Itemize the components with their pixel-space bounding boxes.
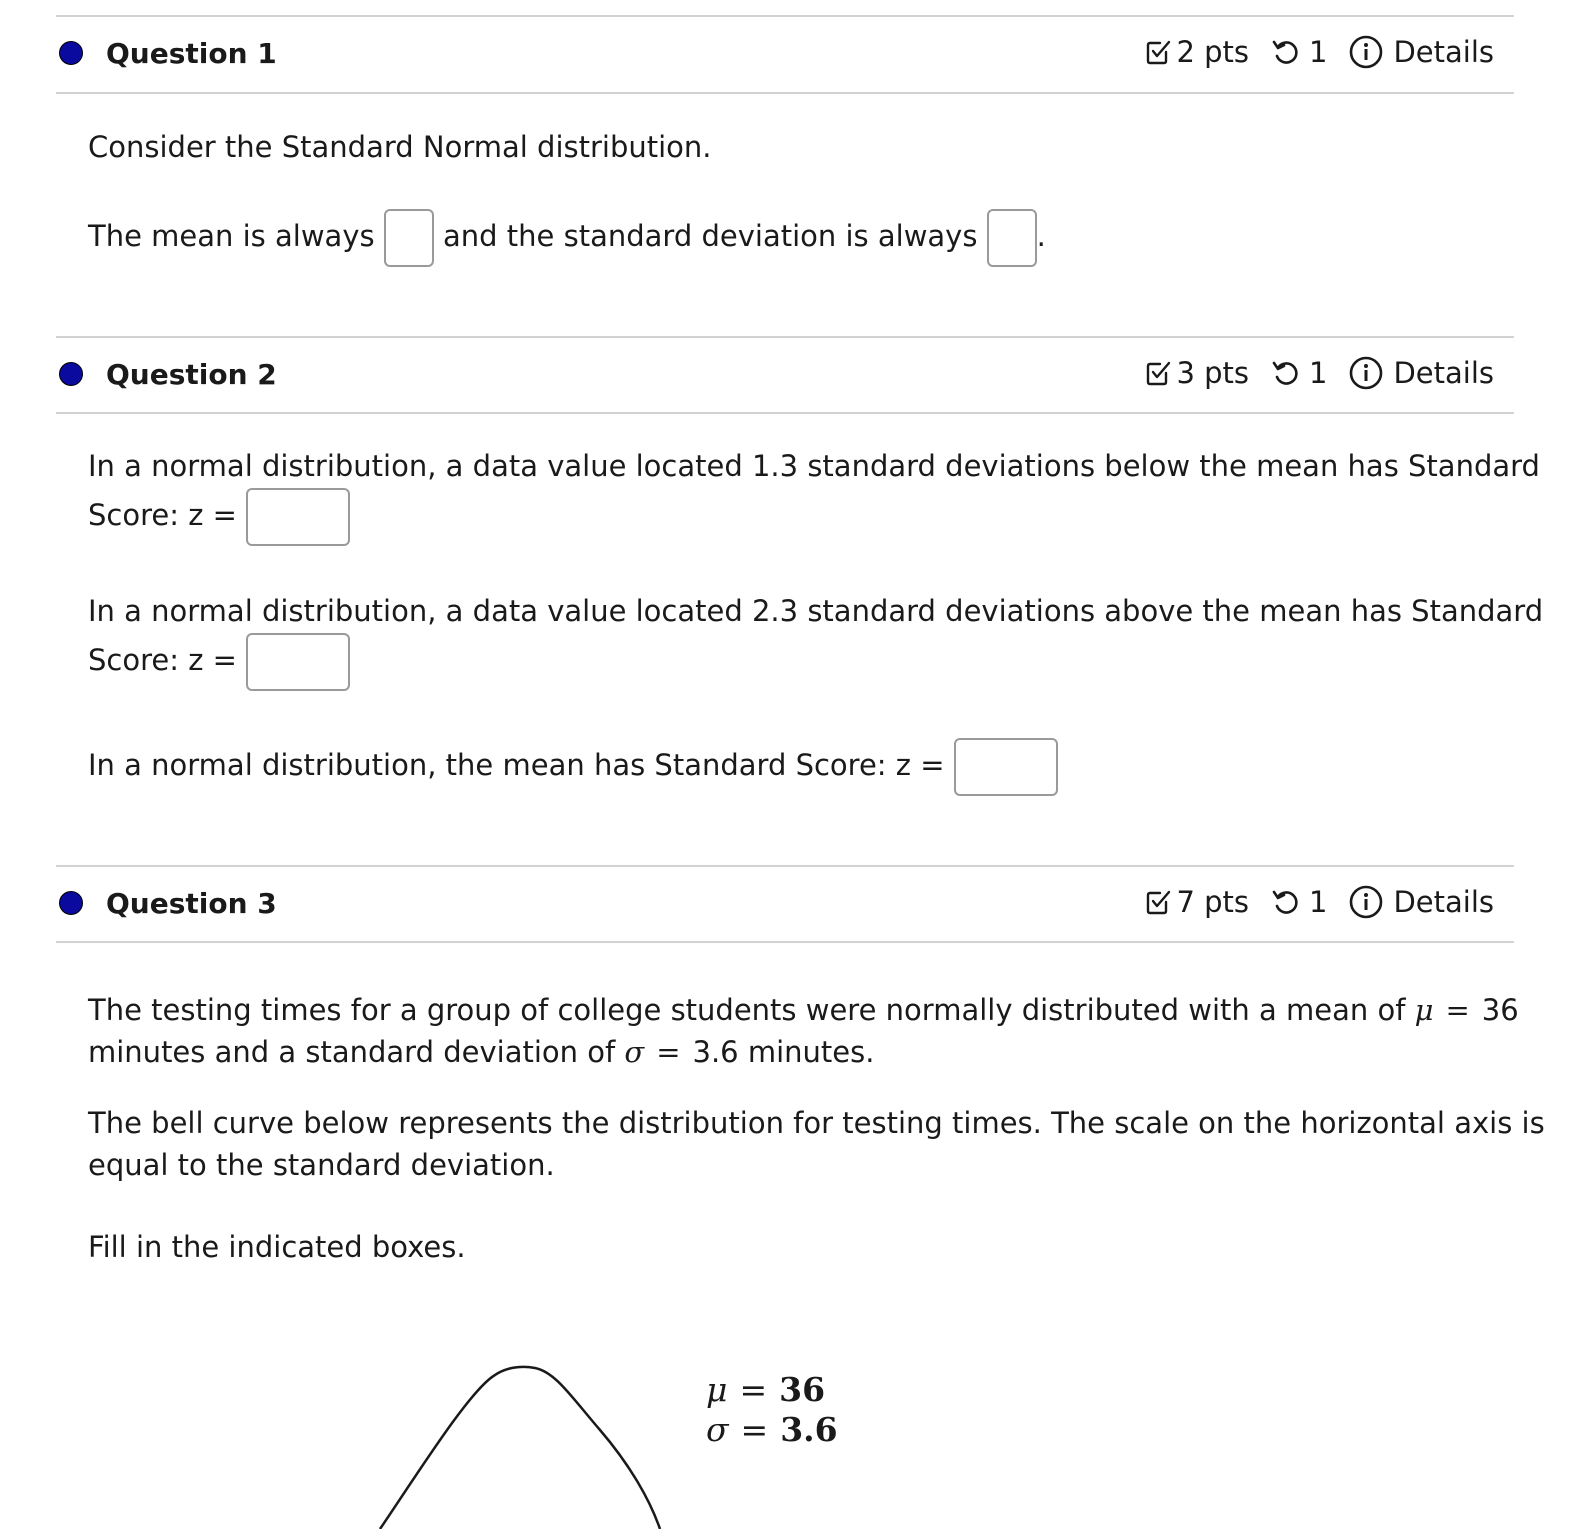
q3-p2-line1: The bell curve below represents the distribution for testing times. The scale on the horizontal axis is xyxy=(88,1106,1545,1140)
question-status-dot xyxy=(59,362,83,386)
question-1-title: Question 1 xyxy=(106,37,277,70)
details-link[interactable] xyxy=(1349,356,1494,390)
equals-sign: = xyxy=(656,1035,681,1069)
z-below-answer-input[interactable] xyxy=(246,488,350,546)
bell-curve-line xyxy=(380,1367,660,1529)
q3-p1-line2 xyxy=(88,1032,874,1072)
equals-sign: = xyxy=(740,1410,769,1449)
attempts-count: 1 xyxy=(1309,35,1328,69)
q1-text-part1: The mean is always xyxy=(88,219,375,253)
mu-value: 36 xyxy=(1481,993,1519,1027)
divider xyxy=(56,412,1514,414)
attempts-count: 1 xyxy=(1309,356,1328,390)
question-status-dot xyxy=(59,41,83,65)
details-link[interactable] xyxy=(1349,35,1494,69)
retry-icon xyxy=(1271,38,1299,66)
graph-mu-label xyxy=(706,1370,825,1410)
q3-p1-line1 xyxy=(88,990,1519,1030)
q2-part2-line2 xyxy=(88,633,350,691)
q2-part3-label: In a normal distribution, the mean has Standard Score: z = xyxy=(88,748,945,782)
info-icon xyxy=(1349,356,1383,390)
question-2-header xyxy=(56,338,1514,416)
mu-symbol: μ xyxy=(1414,993,1434,1027)
retry-icon xyxy=(1271,359,1299,387)
checkbox-icon xyxy=(1146,360,1172,386)
points-value: 7 pts xyxy=(1176,885,1249,919)
details-link[interactable] xyxy=(1349,885,1494,919)
graph-mu-value: 36 xyxy=(779,1370,826,1409)
bell-curve-graph xyxy=(360,1350,680,1529)
question-1-header xyxy=(56,17,1514,95)
points-value: 3 pts xyxy=(1176,356,1249,390)
checkbox-icon xyxy=(1146,39,1172,65)
details-label[interactable]: Details xyxy=(1393,885,1494,919)
question-status-dot xyxy=(59,891,83,915)
q2-part1-label: Score: z = xyxy=(88,498,237,532)
question-3-meta xyxy=(1146,885,1494,919)
graph-sigma-symbol: σ xyxy=(706,1410,729,1449)
q2-part2-label: Score: z = xyxy=(88,643,237,677)
sigma-value: 3.6 xyxy=(692,1035,739,1069)
checkbox-icon xyxy=(1146,889,1172,915)
graph-sigma-label xyxy=(706,1410,838,1450)
retry-icon xyxy=(1271,888,1299,916)
sigma-symbol: σ xyxy=(624,1035,645,1069)
graph-mu-symbol: μ xyxy=(706,1370,728,1409)
equals-sign: = xyxy=(1445,993,1470,1027)
z-above-answer-input[interactable] xyxy=(246,633,350,691)
points-value: 2 pts xyxy=(1176,35,1249,69)
q2-part1-line2 xyxy=(88,488,350,546)
info-icon xyxy=(1349,885,1383,919)
question-2-title: Question 2 xyxy=(106,358,277,391)
mean-answer-input[interactable] xyxy=(384,209,434,267)
q2-part1-line1: In a normal distribution, a data value located 1.3 standard deviations below the mean has Standard xyxy=(88,449,1540,483)
q2-part3 xyxy=(88,738,1058,796)
q2-part2-line1: In a normal distribution, a data value located 2.3 standard deviations above the mean has Standard xyxy=(88,594,1544,628)
q1-sentence xyxy=(88,209,1046,267)
q1-intro: Consider the Standard Normal distribution. xyxy=(88,130,712,164)
question-3-title: Question 3 xyxy=(106,887,277,920)
q3-p1-text: The testing times for a group of college students were normally distributed with a mean of xyxy=(88,993,1406,1027)
info-icon xyxy=(1349,35,1383,69)
divider xyxy=(56,941,1514,943)
graph-sigma-value: 3.6 xyxy=(780,1410,838,1449)
std-dev-answer-input[interactable] xyxy=(987,209,1037,267)
question-1-meta xyxy=(1146,35,1494,69)
q3-p3: Fill in the indicated boxes. xyxy=(88,1230,466,1264)
equals-sign: = xyxy=(739,1370,768,1409)
q1-text-part2: and the standard deviation is always xyxy=(443,219,978,253)
q3-p1-line2-end: minutes. xyxy=(747,1035,875,1069)
divider xyxy=(56,92,1514,94)
details-label[interactable]: Details xyxy=(1393,35,1494,69)
question-2-meta xyxy=(1146,356,1494,390)
z-mean-answer-input[interactable] xyxy=(954,738,1058,796)
q3-p1-line2-text: minutes and a standard deviation of xyxy=(88,1035,616,1069)
q1-text-end: . xyxy=(1036,219,1046,253)
details-label[interactable]: Details xyxy=(1393,356,1494,390)
attempts-count: 1 xyxy=(1309,885,1328,919)
question-3-header xyxy=(56,867,1514,945)
q3-p2-line2: equal to the standard deviation. xyxy=(88,1148,555,1182)
